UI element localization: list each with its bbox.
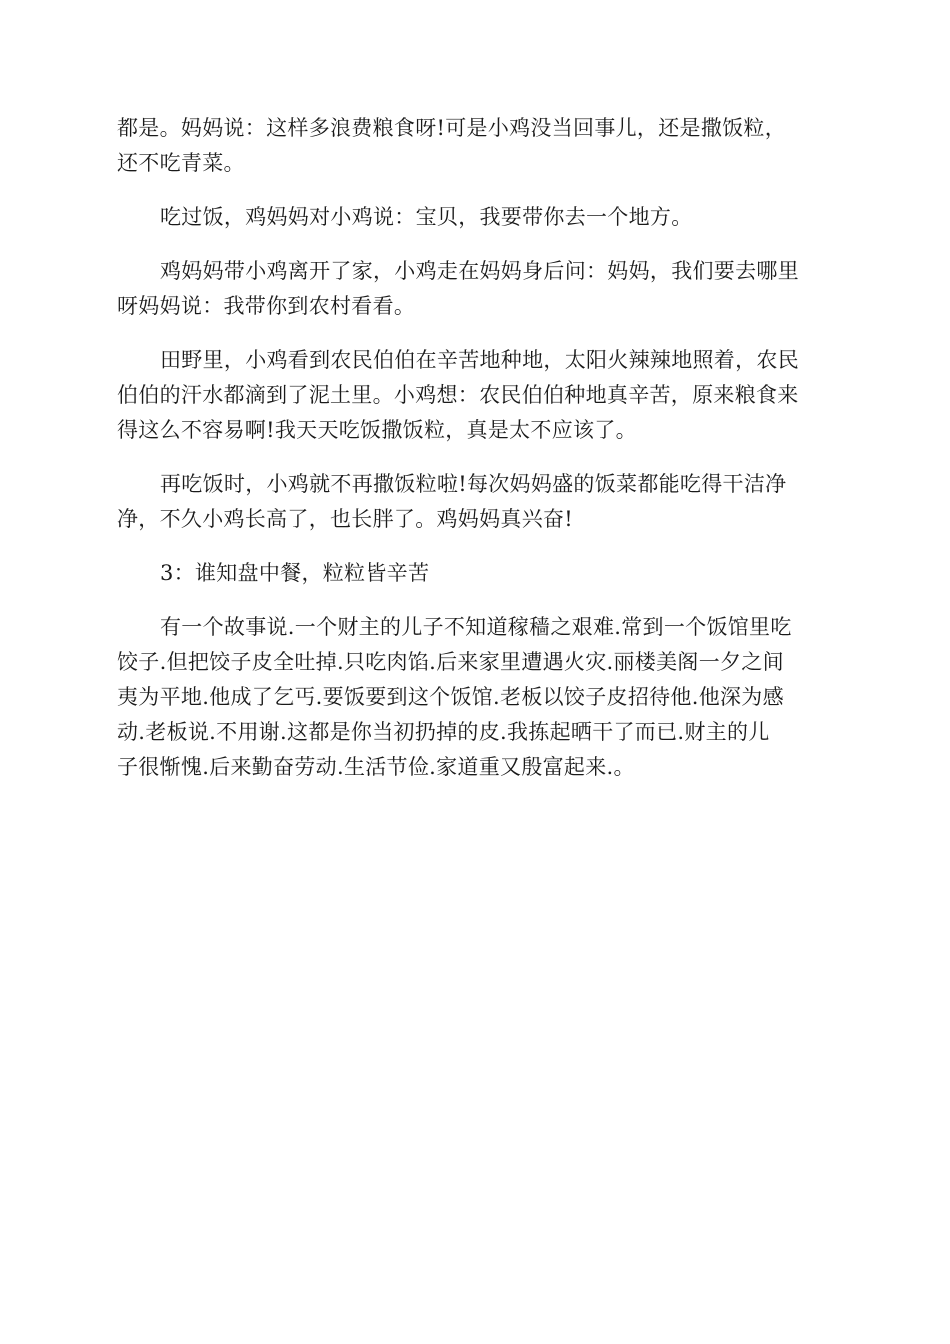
text-line: 吃过饭，鸡妈妈对小鸡说：宝贝，我要带你去一个地方。: [160, 205, 693, 229]
text-line: 伯伯的汗水都滴到了泥土里。小鸡想：农民伯伯种地真辛苦，原来粮食来: [117, 383, 799, 407]
text-line: 呀妈妈说：我带你到农村看看。: [117, 294, 416, 318]
paragraph-4: [117, 343, 833, 448]
text-line: 鸡妈妈带小鸡离开了家，小鸡走在妈妈身后问：妈妈，我们要去哪里: [160, 259, 799, 283]
paragraph-5: [117, 467, 833, 537]
text-line: 再吃饭时，小鸡就不再撒饭粒啦!每次妈妈盛的饭菜都能吃得干洁净: [160, 472, 787, 496]
text-line: 还不吃青菜。: [117, 151, 245, 175]
section-heading: [117, 556, 833, 591]
text-line: 净，不久小鸡长高了，也长胖了。鸡妈妈真兴奋!: [117, 507, 574, 531]
paragraph-2: [117, 200, 833, 235]
heading-line: 3：谁知盘中餐，粒粒皆辛苦: [160, 561, 430, 585]
text-line: 夷为平地.他成了乞丐.要饭要到这个饭馆.老板以饺子皮招待他.他深为感: [117, 685, 784, 709]
text-line: 都是。妈妈说：这样多浪费粮食呀!可是小鸡没当回事儿，还是撒饭粒，: [117, 116, 787, 140]
paragraph-1: [117, 111, 833, 181]
paragraph-7: [117, 610, 833, 785]
text-line: 得这么不容易啊!我天天吃饭撒饭粒，真是太不应该了。: [117, 418, 637, 442]
text-line: 动.老板说.不用谢.这都是你当初扔掉的皮.我拣起晒干了而已.财主的儿: [117, 720, 770, 744]
document-body: [117, 111, 833, 804]
text-line: 饺子.但把饺子皮全吐掉.只吃肉馅.后来家里遭遇火灾.丽楼美阁一夕之间: [117, 650, 784, 674]
text-line: 子很惭愧.后来勤奋劳动.生活节俭.家道重又殷富起来.。: [117, 755, 635, 779]
paragraph-3: [117, 254, 833, 324]
text-line: 有一个故事说.一个财主的儿子不知道稼穑之艰难.常到一个饭馆里吃: [160, 615, 792, 639]
text-line: 田野里，小鸡看到农民伯伯在辛苦地种地，太阳火辣辣地照着，农民: [160, 348, 799, 372]
